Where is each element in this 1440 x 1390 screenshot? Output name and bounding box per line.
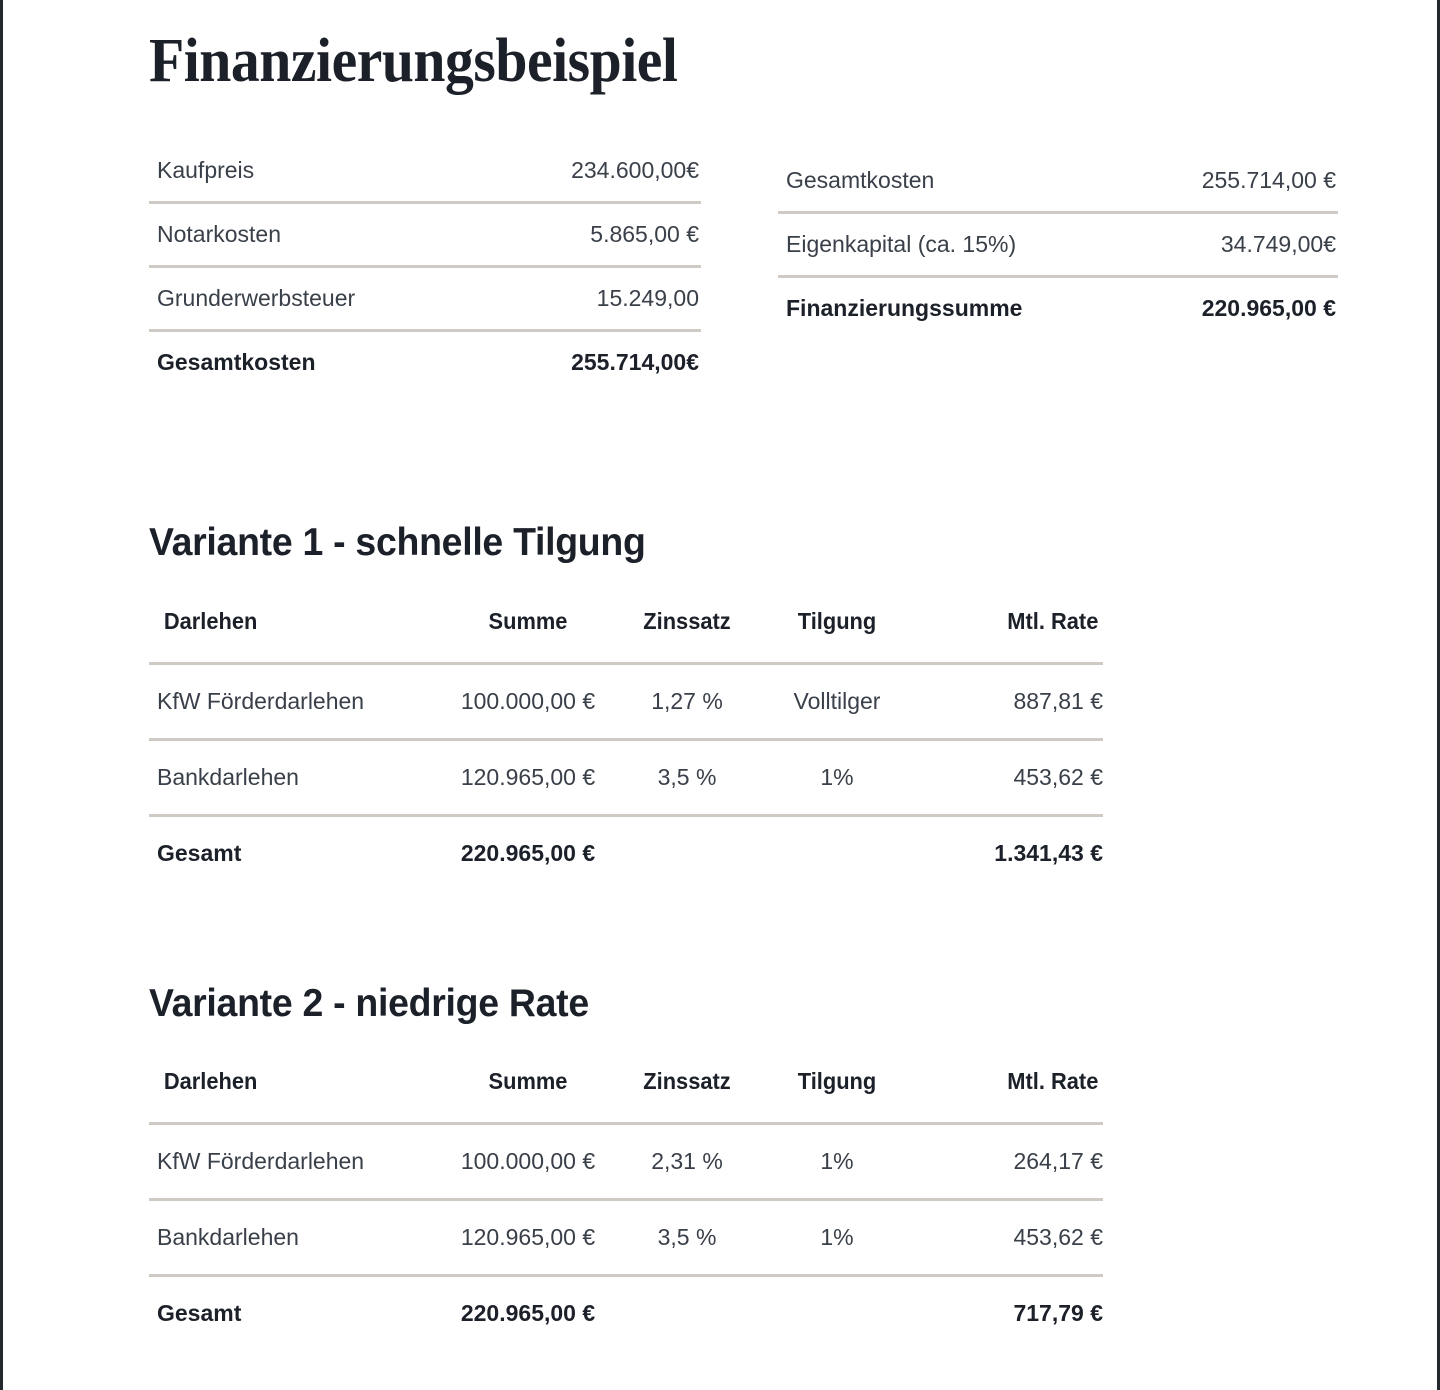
financing-row-label: Eigenkapital (ca. 15%) xyxy=(778,213,1138,277)
cell-tilgung: 1% xyxy=(757,1124,917,1200)
cell-darlehen: KfW Förderdarlehen xyxy=(149,664,439,740)
cell-zinssatz: 3,5 % xyxy=(617,1200,757,1276)
cell-zinssatz: 3,5 % xyxy=(617,740,757,816)
cell-mtl-rate: 887,81 € xyxy=(917,664,1103,740)
total-mtl-rate: 717,79 € xyxy=(1013,1299,1103,1326)
cell-mtl-rate: 453,62 € xyxy=(917,740,1103,816)
column-header-summe: Summe xyxy=(443,608,612,664)
column-header-mtl-rate: Mtl. Rate xyxy=(922,1068,1099,1124)
page-title: Finanzierungsbeispiel xyxy=(149,27,678,95)
loan-table-total-row xyxy=(149,816,1103,890)
column-header-summe: Summe xyxy=(443,1068,612,1124)
cell-summe: 100.000,00 € xyxy=(439,1124,617,1200)
loan-table-variante-2 xyxy=(149,1068,1103,1349)
financing-summary-table xyxy=(778,150,1338,339)
cell-tilgung: 1% xyxy=(757,740,917,816)
cell-zinssatz: 2,31 % xyxy=(617,1124,757,1200)
total-zinssatz xyxy=(617,1276,757,1350)
financing-row-value: 34.749,00€ xyxy=(1138,213,1338,277)
cell-summe: 100.000,00 € xyxy=(439,664,617,740)
cell-mtl-rate: 453,62 € xyxy=(917,1200,1103,1276)
summary-tables-region xyxy=(3,140,1437,380)
column-header-zinssatz: Zinssatz xyxy=(621,608,754,664)
cost-total-value: 255.714,00€ xyxy=(571,349,699,375)
section-heading-variante-1: Variante 1 - schnelle Tilgung xyxy=(149,521,646,565)
loan-table-total-row xyxy=(149,1276,1103,1350)
financing-total-label: Finanzierungssumme xyxy=(786,295,1023,321)
column-header-darlehen: Darlehen xyxy=(156,1068,432,1124)
table-row xyxy=(149,267,701,331)
cell-summe: 120.965,00 € xyxy=(439,1200,617,1276)
cost-row-label: Notarkosten xyxy=(149,203,488,267)
column-header-tilgung: Tilgung xyxy=(761,608,913,664)
loan-table-variante-1 xyxy=(149,608,1103,889)
cell-summe: 120.965,00 € xyxy=(439,740,617,816)
table-row xyxy=(149,140,701,203)
total-label: Gesamt xyxy=(157,839,242,866)
financing-row-value: 255.714,00 € xyxy=(1138,150,1338,213)
cell-zinssatz: 1,27 % xyxy=(617,664,757,740)
total-summe: 220.965,00 € xyxy=(460,1299,596,1326)
total-mtl-rate: 1.341,43 € xyxy=(994,839,1103,866)
cell-tilgung: 1% xyxy=(757,1200,917,1276)
column-header-tilgung: Tilgung xyxy=(761,1068,913,1124)
cell-darlehen: KfW Förderdarlehen xyxy=(149,1124,439,1200)
cost-summary-table xyxy=(149,140,701,393)
column-header-zinssatz: Zinssatz xyxy=(621,1068,754,1124)
cell-tilgung: Volltilger xyxy=(757,664,917,740)
financing-row-label: Gesamtkosten xyxy=(778,150,1138,213)
cost-row-label: Grunderwerbsteuer xyxy=(149,267,488,331)
table-row xyxy=(149,740,1103,816)
total-tilgung xyxy=(757,816,917,890)
table-row xyxy=(149,664,1103,740)
financing-total-value: 220.965,00 € xyxy=(1201,295,1336,321)
cost-row-value: 15.249,00 xyxy=(488,267,701,331)
table-header-row xyxy=(149,608,1103,664)
column-header-mtl-rate: Mtl. Rate xyxy=(922,608,1099,664)
cost-total-label: Gesamtkosten xyxy=(157,349,316,375)
table-row xyxy=(778,213,1338,277)
cell-darlehen: Bankdarlehen xyxy=(149,740,439,816)
cell-mtl-rate: 264,17 € xyxy=(917,1124,1103,1200)
cost-row-value: 5.865,00 € xyxy=(488,203,701,267)
table-row xyxy=(149,1124,1103,1200)
cost-row-value: 234.600,00€ xyxy=(488,140,701,203)
document-page xyxy=(3,0,1437,1390)
total-tilgung xyxy=(757,1276,917,1350)
cost-row-label: Kaufpreis xyxy=(149,140,488,203)
total-summe: 220.965,00 € xyxy=(460,839,596,866)
total-zinssatz xyxy=(617,816,757,890)
financing-summary-total-row xyxy=(778,277,1338,340)
total-label: Gesamt xyxy=(157,1299,242,1326)
section-heading-variante-2: Variante 2 - niedrige Rate xyxy=(149,982,589,1026)
column-header-darlehen: Darlehen xyxy=(156,608,432,664)
table-row xyxy=(778,150,1338,213)
cost-summary-total-row xyxy=(149,331,701,394)
table-row xyxy=(149,203,701,267)
table-row xyxy=(149,1200,1103,1276)
table-header-row xyxy=(149,1068,1103,1124)
cell-darlehen: Bankdarlehen xyxy=(149,1200,439,1276)
